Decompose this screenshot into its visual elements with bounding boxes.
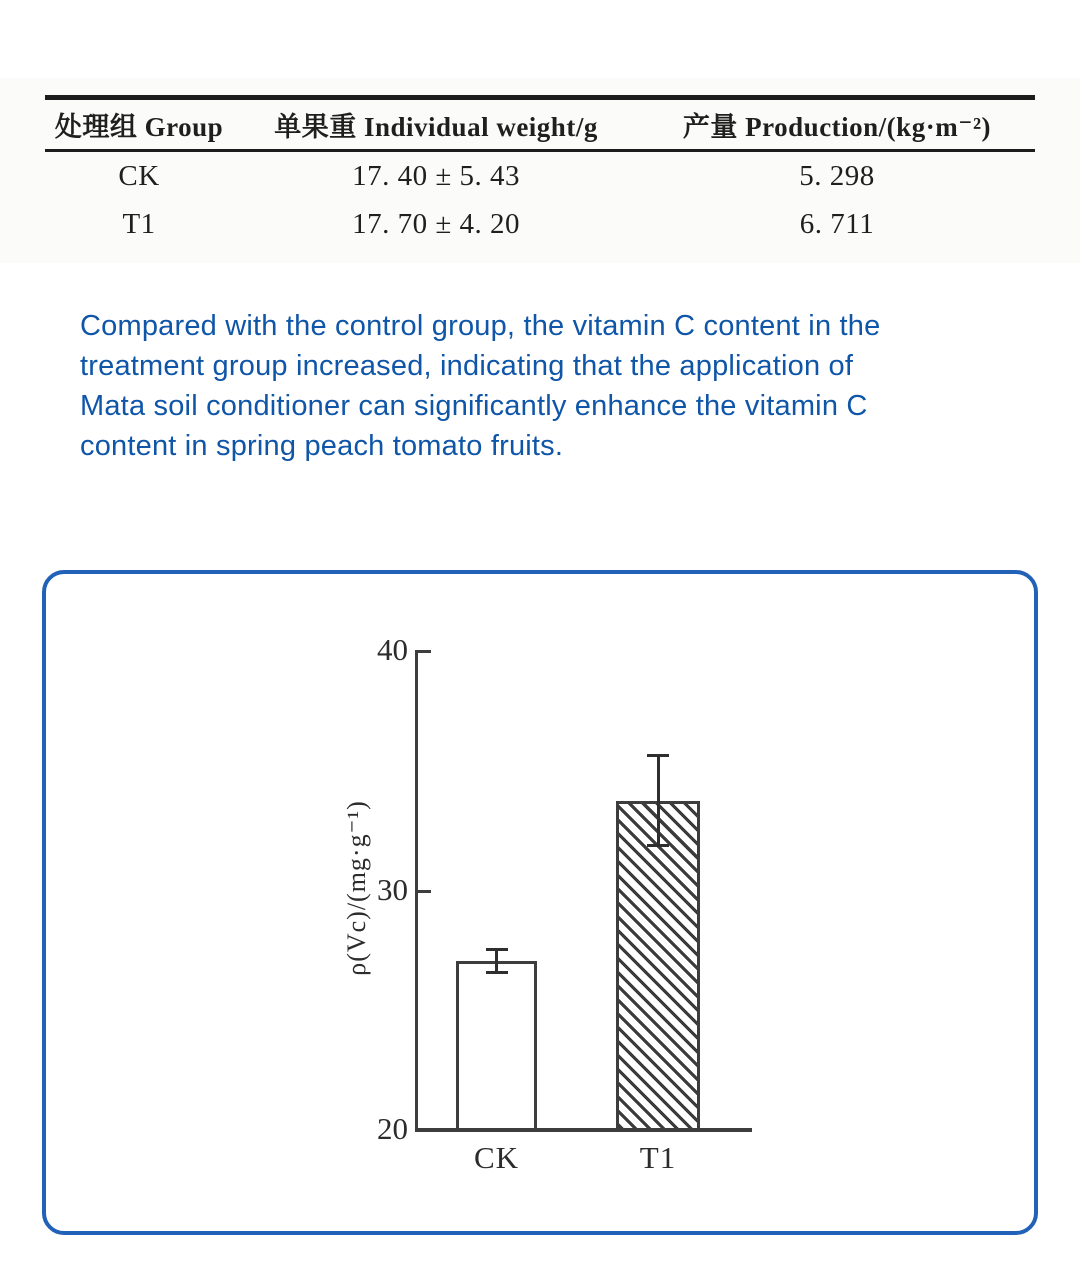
row-ck-weight: 17. 40 ± 5. 43	[352, 159, 520, 192]
error-bar-cap-bottom	[647, 844, 669, 847]
row-ck-production: 5. 298	[799, 159, 875, 192]
paragraph-line: Mata soil conditioner can significantly enhance the vitamin C	[80, 390, 868, 422]
y-tick-label: 30	[377, 871, 408, 907]
row-t1-weight: 17. 70 ± 4. 20	[352, 207, 520, 240]
row-ck-group: CK	[118, 159, 160, 192]
y-tick-mark	[418, 890, 431, 893]
x-tick-label-ck: CK	[473, 1140, 520, 1175]
error-bar-cap-top	[486, 948, 508, 951]
paragraph-line: treatment group increased, indicating that the application of	[80, 350, 854, 382]
error-bar-line	[495, 949, 498, 973]
y-tick-label: 20	[377, 1111, 408, 1146]
header-production: 产量 Production/(kg·m⁻²)	[682, 112, 992, 142]
error-bar-line	[657, 755, 660, 846]
error-bar-cap-bottom	[486, 971, 508, 974]
error-bar-cap-top	[647, 754, 669, 757]
x-tick-label-t1: T1	[639, 1140, 677, 1175]
header-group: 处理组 Group	[54, 112, 224, 142]
row-t1-production: 6. 711	[799, 207, 875, 240]
y-axis-title: ρ(Vc)/(mg·g⁻¹)	[342, 800, 371, 976]
bar-t1	[616, 801, 700, 1131]
row-t1-group: T1	[122, 207, 156, 240]
paragraph-line: content in spring peach tomato fruits.	[80, 430, 564, 462]
y-tick-mark	[418, 650, 431, 653]
y-tick-label: 40	[377, 632, 408, 667]
bar-ck	[456, 961, 537, 1131]
paragraph-line: Compared with the control group, the vitamin C content in the	[80, 310, 881, 342]
header-individual-weight: 单果重 Individual weight/g	[274, 112, 598, 142]
